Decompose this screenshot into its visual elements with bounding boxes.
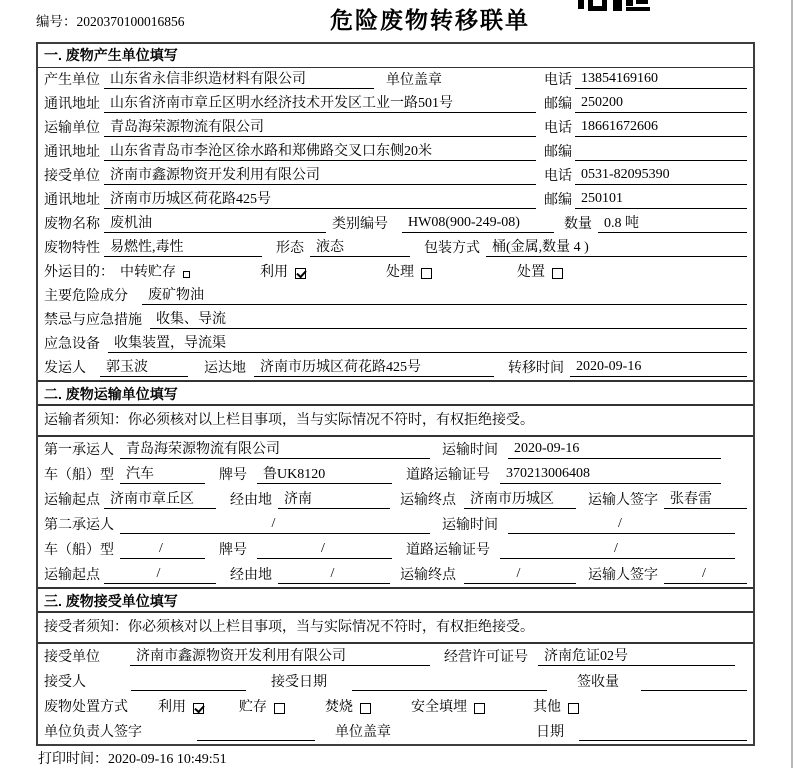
- carrier2-route-row: [38, 562, 753, 587]
- carrier2-name-field: /: [120, 516, 430, 534]
- taboo-row: [38, 308, 753, 332]
- carrier1-sign-label: 运输人签字: [588, 493, 658, 508]
- carrier1-route-row: [38, 487, 753, 512]
- qr-code-fragment-icon: [578, 0, 652, 16]
- shipper-row: [38, 356, 753, 380]
- date-field: [579, 723, 747, 741]
- hazard-label: 主要危险成分: [44, 289, 128, 304]
- accept-date-field: [352, 673, 547, 691]
- carrier2-vehicle-label: 车（船）型: [44, 543, 114, 558]
- disposal-landfill-checkbox: [474, 703, 485, 714]
- carrier1-plate-field: 鲁UK8120: [257, 463, 392, 484]
- section1-heading: 一. 废物产生单位填写: [38, 44, 753, 68]
- carrier2-permit-label: 道路运输证号: [406, 543, 490, 558]
- carrier2-sign-label: 运输人签字: [588, 568, 658, 583]
- waste-characteristic-row: [38, 236, 753, 260]
- disposal-other-label: 其他: [533, 700, 561, 715]
- receiver-phone-field: 0531-82095390: [575, 167, 747, 185]
- equipment-field: 收集装置，导流渠: [108, 332, 747, 353]
- carrier2-time-label: 运输时间: [442, 518, 498, 533]
- transit-checkbox: [183, 271, 190, 278]
- transporter-row: [38, 116, 753, 140]
- carrier1-via-label: 经由地: [230, 493, 272, 508]
- carrier1-row: [38, 437, 753, 462]
- receiver-zip-field: 250101: [575, 191, 747, 209]
- hazard-row: [38, 284, 753, 308]
- disposal-incinerate-label: 焚烧: [325, 700, 353, 715]
- carrier1-vehicle-row: [38, 462, 753, 487]
- waste-name-field: 废机油: [104, 212, 326, 233]
- producer-address-row: [38, 92, 753, 116]
- disposal-utilize-label: 利用: [158, 700, 186, 715]
- section3-heading: 三. 废物接受单位填写: [38, 587, 753, 613]
- disposal-option-incinerate: [325, 696, 371, 716]
- carrier1-name-field: 青岛海荣源物流有限公司: [120, 438, 430, 459]
- carrier1-origin-label: 运输起点: [44, 493, 100, 508]
- taboo-label: 禁忌与应急措施: [44, 313, 142, 328]
- producer-address-label: 通讯地址: [44, 97, 100, 112]
- accept-unit-field: 济南市鑫源物资开发利用有限公司: [130, 645, 430, 666]
- producer-name-field: 山东省永信非织造材料有限公司: [104, 68, 374, 89]
- print-time-label: 打印时间：: [38, 752, 108, 767]
- carrier2-origin-label: 运输起点: [44, 568, 100, 583]
- disposal-option-other: [533, 696, 579, 716]
- quantity-field: 0.8 吨: [598, 212, 747, 233]
- equipment-label: 应急设备: [44, 337, 100, 352]
- carrier1-plate-label: 牌号: [219, 468, 247, 483]
- date-label: 日期: [536, 725, 564, 740]
- dispose-checkbox: [552, 268, 563, 279]
- carrier1-vehicle-label: 车（船）型: [44, 468, 114, 483]
- category-label: 类别编号: [332, 217, 388, 232]
- acceptor-field: [131, 673, 246, 691]
- transfer-time-field: 2020-09-16: [570, 359, 747, 377]
- receiver-address-field: 济南市历城区荷花路425号: [104, 188, 536, 209]
- carrier2-row: [38, 512, 753, 537]
- carrier2-permit-field: /: [500, 541, 735, 559]
- receiver-label: 接受单位: [44, 169, 100, 184]
- carrier1-terminus-field: 济南市历城区: [464, 488, 576, 509]
- carrier2-time-field: /: [508, 516, 735, 534]
- purpose-option-treat: [386, 261, 432, 281]
- producer-label: 产生单位: [44, 73, 100, 88]
- disposal-row: [38, 694, 753, 719]
- responsible-sign-label: 单位负责人签字: [44, 725, 142, 740]
- page-title: 危险废物转移联单: [330, 8, 530, 33]
- transporter-address-row: [38, 140, 753, 164]
- disposal-utilize-checkbox: [193, 703, 204, 714]
- destination-label: 运达地: [204, 361, 246, 376]
- license-field: 济南危证02号: [538, 645, 735, 666]
- treat-checkbox: [421, 268, 432, 279]
- disposal-label: 废物处置方式: [44, 700, 128, 715]
- producer-phone-field: 13854169160: [575, 71, 747, 89]
- transfer-time-label: 转移时间: [508, 361, 564, 376]
- accept-unit-label: 接受单位: [44, 650, 100, 665]
- equipment-row: [38, 332, 753, 356]
- carrier2-vehicle-row: [38, 537, 753, 562]
- transporter-address-label: 通讯地址: [44, 145, 100, 160]
- transporter-zip-field: [575, 143, 747, 161]
- carrier1-time-label: 运输时间: [442, 443, 498, 458]
- packing-label: 包装方式: [424, 241, 480, 256]
- serial-label: 编号：: [36, 14, 77, 29]
- hazard-field: 废矿物油: [142, 284, 747, 305]
- disposal-option-landfill: [411, 696, 485, 716]
- form-label: 形态: [276, 241, 304, 256]
- received-qty-field: [641, 673, 747, 691]
- disposal-store-checkbox: [274, 703, 285, 714]
- receiver-address-row: [38, 188, 753, 212]
- disposal-incinerate-checkbox: [360, 703, 371, 714]
- producer-zip-label: 邮编: [544, 97, 572, 112]
- carrier2-via-label: 经由地: [230, 568, 272, 583]
- waste-name-label: 废物名称: [44, 217, 100, 232]
- receiver-zip-label: 邮编: [544, 193, 572, 208]
- receiver-name-field: 济南市鑫源物资开发利用有限公司: [104, 164, 536, 185]
- carrier2-via-field: /: [278, 566, 390, 584]
- transporter-phone-field: 18661672606: [575, 119, 747, 137]
- packing-field: 桶(金属,数量 4 ): [486, 236, 747, 257]
- quantity-label: 数量: [564, 217, 592, 232]
- disposal-option-store: [239, 696, 285, 716]
- purpose-treat-label: 处理: [386, 265, 414, 280]
- carrier1-vehicle-field: 汽车: [120, 463, 205, 484]
- purpose-option-utilize: [260, 261, 306, 281]
- characteristic-field: 易燃性,毒性: [104, 236, 262, 257]
- transporter-zip-label: 邮编: [544, 145, 572, 160]
- utilize-checkbox: [295, 268, 306, 279]
- purpose-transit-label: 中转贮存: [120, 265, 176, 280]
- disposal-store-label: 贮存: [239, 700, 267, 715]
- license-label: 经营许可证号: [444, 650, 528, 665]
- unit-seal2-label: 单位盖章: [335, 725, 391, 740]
- purpose-dispose-label: 处置: [517, 265, 545, 280]
- section2-notice: 运输者须知：你必须核对以上栏目事项，当与实际情况不符时，有权拒绝接受。: [38, 406, 753, 437]
- disposal-other-checkbox: [568, 703, 579, 714]
- accept-date-label: 接受日期: [271, 675, 327, 690]
- waste-name-row: [38, 212, 753, 236]
- received-qty-label: 签收量: [577, 675, 619, 690]
- producer-zip-field: 250200: [575, 95, 747, 113]
- purpose-option-transit: [120, 261, 190, 281]
- serial-number: 2020370100016856: [76, 14, 185, 29]
- print-time: [38, 748, 227, 768]
- carrier2-plate-field: /: [257, 541, 392, 559]
- carrier2-terminus-field: /: [464, 566, 576, 584]
- page-edge-divider: [791, 0, 793, 768]
- disposal-option-utilize: [158, 696, 204, 716]
- carrier2-terminus-label: 运输终点: [400, 568, 456, 583]
- purpose-label: 外运目的：: [44, 265, 114, 280]
- document-serial: [36, 10, 185, 30]
- physical-form-field: 液态: [310, 236, 410, 257]
- producer-phone-label: 电话: [544, 73, 572, 88]
- transporter-address-field: 山东省青岛市李沧区徐水路和郑佛路交叉口东侧20米: [104, 140, 536, 161]
- accept-unit-row: [38, 644, 753, 669]
- carrier1-via-field: 济南: [278, 488, 390, 509]
- characteristic-label: 废物特性: [44, 241, 100, 256]
- destination-field: 济南市历城区荷花路425号: [254, 356, 494, 377]
- carrier1-label: 第一承运人: [44, 443, 114, 458]
- responsible-sign-row: [38, 719, 753, 744]
- transporter-phone-label: 电话: [544, 121, 572, 136]
- transporter-name-field: 青岛海荣源物流有限公司: [104, 116, 536, 137]
- taboo-field: 收集、导流: [150, 308, 747, 329]
- purpose-option-dispose: [517, 261, 563, 281]
- manifest-form: [36, 42, 755, 746]
- producer-row: [38, 68, 753, 92]
- producer-address-field: 山东省济南市章丘区明水经济技术开发区工业一路501号: [104, 92, 536, 113]
- receiver-phone-label: 电话: [544, 169, 572, 184]
- carrier2-label: 第二承运人: [44, 518, 114, 533]
- purpose-utilize-label: 利用: [260, 265, 288, 280]
- carrier1-origin-field: 济南市章丘区: [104, 488, 216, 509]
- receiver-row: [38, 164, 753, 188]
- purpose-row: [38, 260, 753, 284]
- carrier2-plate-label: 牌号: [219, 543, 247, 558]
- print-time-value: 2020-09-16 10:49:51: [108, 752, 227, 767]
- carrier1-permit-field: 370213006408: [500, 466, 721, 484]
- shipper-label: 发运人: [44, 361, 86, 376]
- acceptor-label: 接受人: [44, 675, 86, 690]
- carrier2-origin-field: /: [104, 566, 216, 584]
- section3-notice: 接受者须知：你必须核对以上栏目事项，当与实际情况不符时，有权拒绝接受。: [38, 613, 753, 644]
- carrier1-time-field: 2020-09-16: [508, 441, 721, 459]
- responsible-sign-field: [197, 723, 315, 741]
- acceptor-row: [38, 669, 753, 694]
- disposal-landfill-label: 安全填埋: [411, 700, 467, 715]
- section2-heading: 二. 废物运输单位填写: [38, 380, 753, 406]
- carrier1-sign-field: 张春雷: [664, 488, 747, 509]
- carrier2-sign-field: /: [664, 566, 747, 584]
- unit-seal-label: 单位盖章: [386, 73, 442, 88]
- category-code-field: HW08(900-249-08): [402, 215, 554, 233]
- carrier1-terminus-label: 运输终点: [400, 493, 456, 508]
- transporter-label: 运输单位: [44, 121, 100, 136]
- carrier1-permit-label: 道路运输证号: [406, 468, 490, 483]
- carrier2-vehicle-field: /: [120, 541, 205, 559]
- shipper-field: 郭玉波: [100, 356, 188, 377]
- receiver-address-label: 通讯地址: [44, 193, 100, 208]
